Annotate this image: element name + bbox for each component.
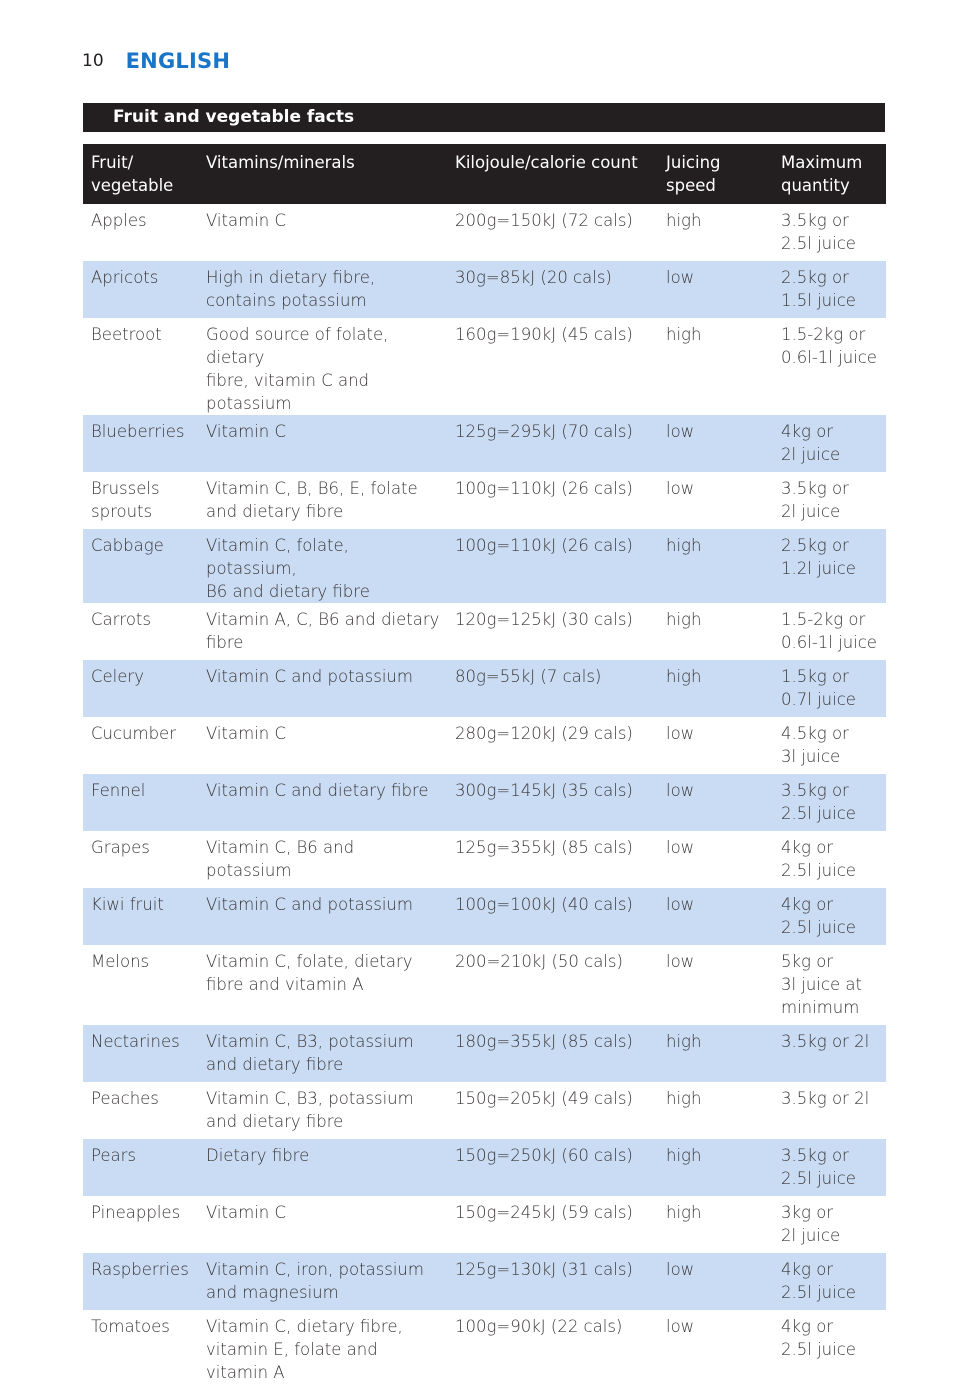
cell-juicing-speed [658,1196,773,1253]
cell-text: Fruit/ [91,153,134,172]
cell-text: 4kg or [781,838,834,857]
table-row [83,1025,886,1082]
table-row [83,945,886,1025]
cell-text: high [666,1203,702,1222]
cell-fruit-vegetable [83,1310,198,1384]
cell-text: Vitamin C [206,422,286,441]
cell-text: 2l juice [781,1226,841,1245]
cell-text: Juicing [666,153,721,172]
cell-text: 2.5l juice [781,1169,856,1188]
cell-text: high [666,1032,702,1051]
cell-kilojoule-calorie-count [447,660,658,717]
cell-text: low [666,479,695,498]
cell-text: High in dietary fibre, [206,268,376,287]
cell-text: Apricots [91,268,159,287]
cell-text: Carrots [91,610,151,629]
cell-text: Vitamin A, C, B6 and dietary [206,610,440,629]
cell-text: high [666,610,702,629]
cell-text: 100g=100kJ (40 cals) [455,895,633,914]
page-header [82,46,230,76]
cell-text: Peaches [91,1089,159,1108]
table-row [83,603,886,660]
cell-text: Vitamin C, folate, dietary [206,952,413,971]
cell-fruit-vegetable [83,603,198,660]
cell-vitamins-minerals [198,204,447,261]
cell-text: 0.7l juice [781,690,856,709]
cell-text: low [666,422,695,441]
cell-text: 80g=55kJ (7 cals) [455,667,602,686]
cell-text: Vitamin C, B3, potassium [206,1032,414,1051]
cell-text: Beetroot [91,325,162,344]
cell-text: Vitamin C and potassium [206,667,413,686]
cell-kilojoule-calorie-count [447,888,658,945]
cell-text: high [666,325,702,344]
cell-vitamins-minerals [198,1025,447,1082]
cell-kilojoule-calorie-count [447,945,658,1025]
cell-text: 2.5l juice [781,804,856,823]
table-row [83,415,886,472]
cell-maximum-quantity [773,318,886,415]
cell-text: 2.5l juice [781,1340,856,1359]
cell-maximum-quantity [773,888,886,945]
cell-juicing-speed [658,415,773,472]
cell-kilojoule-calorie-count [447,261,658,318]
cell-text: 2l juice [781,502,841,521]
cell-maximum-quantity [773,717,886,774]
cell-text: 1.2l juice [781,559,856,578]
cell-maximum-quantity [773,1253,886,1310]
cell-text: speed [666,176,716,195]
cell-text: 5kg or [781,952,834,971]
cell-text: low [666,781,695,800]
cell-fruit-vegetable [83,318,198,415]
table-row [83,261,886,318]
cell-text: Maximum [781,153,863,172]
cell-kilojoule-calorie-count [447,1082,658,1139]
cell-kilojoule-calorie-count [447,1196,658,1253]
cell-text: 3l juice at [781,975,863,994]
table-row [83,774,886,831]
cell-text: Pineapples [91,1203,181,1222]
cell-juicing-speed [658,660,773,717]
cell-kilojoule-calorie-count [447,831,658,888]
cell-text: Dietary fibre [206,1146,310,1165]
cell-vitamins-minerals [198,888,447,945]
table-row [83,204,886,261]
cell-kilojoule-calorie-count [447,1253,658,1310]
cell-maximum-quantity [773,1310,886,1384]
cell-text: Vitamin C and potassium [206,895,413,914]
cell-text: quantity [781,176,850,195]
cell-text: 0.6l-1l juice [781,633,877,652]
column-header-vitamins-minerals [198,144,447,204]
table-row [83,831,886,888]
cell-maximum-quantity [773,415,886,472]
cell-maximum-quantity [773,945,886,1025]
table-body [83,204,886,1384]
cell-vitamins-minerals [198,1082,447,1139]
cell-text: Celery [91,667,144,686]
cell-juicing-speed [658,529,773,603]
cell-vitamins-minerals [198,717,447,774]
cell-text: 4kg or [781,422,834,441]
cell-kilojoule-calorie-count [447,774,658,831]
cell-text: 2.5kg or [781,536,849,555]
cell-text: Vitamin C, folate, potassium, [206,536,349,578]
cell-fruit-vegetable [83,717,198,774]
column-header-juicing-speed [658,144,773,204]
cell-text: 4kg or [781,1260,834,1279]
cell-juicing-speed [658,1025,773,1082]
cell-juicing-speed [658,1139,773,1196]
cell-maximum-quantity [773,529,886,603]
cell-vitamins-minerals [198,831,447,888]
cell-text: 125g=355kJ (85 cals) [455,838,633,857]
cell-text: Brussels [91,479,160,498]
section-title-bar [83,103,885,132]
cell-text: 4kg or [781,895,834,914]
cell-vitamins-minerals [198,261,447,318]
cell-fruit-vegetable [83,1025,198,1082]
cell-text: Vitamin C [206,1203,286,1222]
cell-text: 4kg or [781,1317,834,1336]
cell-text: Kiwi fruit [91,895,164,914]
cell-fruit-vegetable [83,945,198,1025]
cell-text: fibre, vitamin C and potassium [206,371,370,413]
cell-text: 280g=120kJ (29 cals) [455,724,633,743]
cell-text: Good source of folate, dietary [206,325,389,367]
table-row [83,660,886,717]
cell-kilojoule-calorie-count [447,415,658,472]
cell-text: high [666,536,702,555]
cell-fruit-vegetable [83,888,198,945]
cell-vitamins-minerals [198,472,447,529]
cell-maximum-quantity [773,774,886,831]
cell-vitamins-minerals [198,318,447,415]
cell-text: Fennel [91,781,146,800]
cell-vitamins-minerals [198,774,447,831]
cell-juicing-speed [658,204,773,261]
cell-maximum-quantity [773,1082,886,1139]
cell-kilojoule-calorie-count [447,717,658,774]
cell-text: 4.5kg or [781,724,849,743]
cell-text: high [666,667,702,686]
cell-vitamins-minerals [198,529,447,603]
cell-text: 150g=205kJ (49 cals) [455,1089,633,1108]
cell-text: 3.5kg or [781,781,849,800]
cell-text: Apples [91,211,147,230]
cell-kilojoule-calorie-count [447,204,658,261]
cell-juicing-speed [658,472,773,529]
cell-text: 1.5-2kg or [781,610,866,629]
cell-text: 2l juice [781,445,841,464]
cell-maximum-quantity [773,1196,886,1253]
cell-text: contains potassium [206,291,367,310]
cell-fruit-vegetable [83,1139,198,1196]
cell-text: 100g=110kJ (26 cals) [455,479,633,498]
cell-text: low [666,268,695,287]
cell-text: Vitamins/minerals [206,153,355,172]
cell-text: fibre [206,633,244,652]
cell-text: Cabbage [91,536,164,555]
cell-vitamins-minerals [198,945,447,1025]
cell-text: Vitamin C [206,724,286,743]
cell-text: 2.5l juice [781,234,856,253]
cell-juicing-speed [658,318,773,415]
cell-text: high [666,211,702,230]
cell-text: 300g=145kJ (35 cals) [455,781,633,800]
cell-vitamins-minerals [198,415,447,472]
cell-fruit-vegetable [83,1082,198,1139]
cell-text: 30g=85kJ (20 cals) [455,268,612,287]
cell-text: Vitamin C, dietary fibre, [206,1317,403,1336]
cell-juicing-speed [658,774,773,831]
cell-fruit-vegetable [83,472,198,529]
cell-maximum-quantity [773,831,886,888]
cell-text: low [666,724,695,743]
cell-text: 2.5kg or [781,268,849,287]
cell-text: Blueberries [91,422,185,441]
language-heading: ENGLISH [125,49,231,73]
cell-text: Vitamin C, B, B6, E, folate [206,479,418,498]
cell-fruit-vegetable [83,1253,198,1310]
cell-text: vegetable [91,176,174,195]
cell-text: low [666,1260,695,1279]
cell-maximum-quantity [773,1025,886,1082]
cell-text: 3.5kg or 2l [781,1089,870,1108]
cell-text: 2.5l juice [781,1283,856,1302]
cell-text: 150g=245kJ (59 cals) [455,1203,633,1222]
cell-text: 1.5kg or [781,667,849,686]
cell-text: and dietary fibre [206,1055,344,1074]
cell-text: 120g=125kJ (30 cals) [455,610,633,629]
cell-text: high [666,1146,702,1165]
cell-maximum-quantity [773,261,886,318]
cell-vitamins-minerals [198,1139,447,1196]
cell-text: high [666,1089,702,1108]
cell-kilojoule-calorie-count [447,318,658,415]
table-row [83,472,886,529]
cell-text: and dietary fibre [206,1112,344,1131]
cell-text: 200g=150kJ (72 cals) [455,211,633,230]
cell-text: and dietary fibre [206,502,344,521]
cell-kilojoule-calorie-count [447,472,658,529]
cell-text: low [666,952,695,971]
cell-text: sprouts [91,502,153,521]
cell-text: and magnesium [206,1283,339,1302]
cell-text: 160g=190kJ (45 cals) [455,325,633,344]
cell-text: 150g=250kJ (60 cals) [455,1146,633,1165]
cell-juicing-speed [658,1082,773,1139]
cell-fruit-vegetable [83,415,198,472]
cell-text: Nectarines [91,1032,180,1051]
cell-text: Vitamin C [206,211,286,230]
cell-juicing-speed [658,717,773,774]
cell-juicing-speed [658,831,773,888]
cell-text: 3kg or [781,1203,834,1222]
cell-vitamins-minerals [198,1196,447,1253]
cell-juicing-speed [658,1253,773,1310]
cell-maximum-quantity [773,472,886,529]
cell-fruit-vegetable [83,261,198,318]
cell-text: 3.5kg or [781,1146,849,1165]
cell-text: Vitamin C, B6 and potassium [206,838,355,880]
table-row [83,1082,886,1139]
cell-text: 3.5kg or [781,479,849,498]
page-number: 10 [82,51,104,71]
cell-text: Raspberries [91,1260,189,1279]
fruit-vegetable-table [83,144,886,1384]
cell-text: 200=210kJ (50 cals) [455,952,623,971]
table-row [83,318,886,415]
cell-text: Cucumber [91,724,176,743]
cell-maximum-quantity [773,204,886,261]
cell-text: Grapes [91,838,150,857]
table-header-row [83,144,886,204]
table-row [83,529,886,603]
cell-juicing-speed [658,945,773,1025]
cell-fruit-vegetable [83,774,198,831]
cell-text: 100g=110kJ (26 cals) [455,536,633,555]
table-row [83,1310,886,1384]
cell-fruit-vegetable [83,529,198,603]
table-row [83,717,886,774]
cell-vitamins-minerals [198,1310,447,1384]
cell-text: Vitamin C, iron, potassium [206,1260,424,1279]
table-row [83,1139,886,1196]
cell-kilojoule-calorie-count [447,1139,658,1196]
cell-vitamins-minerals [198,603,447,660]
cell-text: Tomatoes [91,1317,170,1336]
cell-kilojoule-calorie-count [447,1025,658,1082]
cell-kilojoule-calorie-count [447,529,658,603]
cell-text: vitamin E, folate and vitamin A [206,1340,378,1382]
cell-text: 180g=355kJ (85 cals) [455,1032,633,1051]
cell-text: 3l juice [781,747,841,766]
cell-kilojoule-calorie-count [447,603,658,660]
cell-text: Kilojoule/calorie count [455,153,638,172]
cell-juicing-speed [658,603,773,660]
table-row [83,1196,886,1253]
section-title: Fruit and vegetable facts [113,107,355,127]
cell-fruit-vegetable [83,204,198,261]
cell-text: 2.5l juice [781,861,856,880]
cell-fruit-vegetable [83,831,198,888]
column-header-maximum-quantity [773,144,886,204]
cell-fruit-vegetable [83,660,198,717]
cell-text: 3.5kg or [781,211,849,230]
cell-maximum-quantity [773,660,886,717]
cell-text: minimum [781,998,860,1017]
cell-fruit-vegetable [83,1196,198,1253]
table-row [83,1253,886,1310]
cell-text: low [666,838,695,857]
cell-text: 3.5kg or 2l [781,1032,870,1051]
cell-text: low [666,1317,695,1336]
cell-vitamins-minerals [198,660,447,717]
cell-juicing-speed [658,1310,773,1384]
cell-vitamins-minerals [198,1253,447,1310]
cell-text: 100g=90kJ (22 cals) [455,1317,623,1336]
cell-text: Pears [91,1146,137,1165]
cell-text: 0.6l-1l juice [781,348,877,367]
cell-juicing-speed [658,261,773,318]
cell-juicing-speed [658,888,773,945]
cell-text: 1.5-2kg or [781,325,866,344]
column-header-kilojoule-calorie-count [447,144,658,204]
cell-text: 125g=130kJ (31 cals) [455,1260,633,1279]
cell-text: low [666,895,695,914]
table-row [83,888,886,945]
cell-kilojoule-calorie-count [447,1310,658,1384]
cell-maximum-quantity [773,603,886,660]
cell-maximum-quantity [773,1139,886,1196]
cell-text: Vitamin C, B3, potassium [206,1089,414,1108]
cell-text: Melons [91,952,150,971]
cell-text: 2.5l juice [781,918,856,937]
column-header-fruit-vegetable [83,144,198,204]
cell-text: Vitamin C and dietary fibre [206,781,429,800]
cell-text: 125g=295kJ (70 cals) [455,422,633,441]
cell-text: fibre and vitamin A [206,975,364,994]
cell-text: B6 and dietary fibre [206,582,370,601]
cell-text: 1.5l juice [781,291,856,310]
